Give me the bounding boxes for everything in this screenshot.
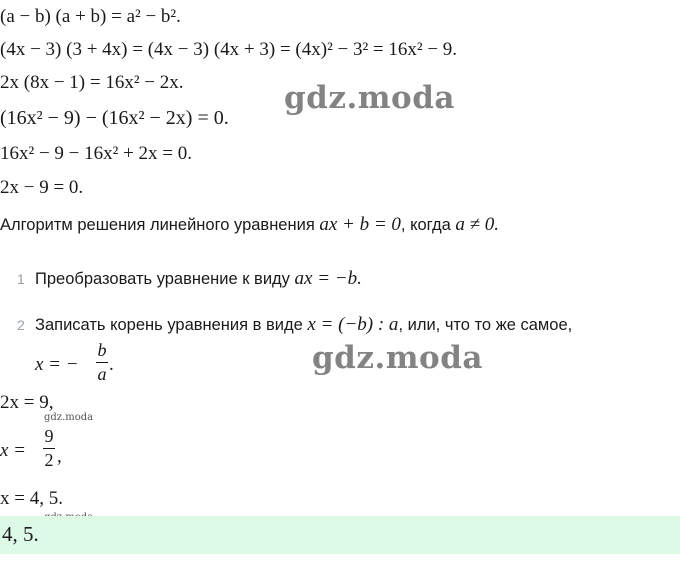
- step-1-number: 1: [17, 271, 25, 287]
- fraction-bar: [96, 362, 108, 363]
- solution-fraction-num: 9: [44, 426, 54, 446]
- step-1-math: ax = −b.: [294, 268, 362, 289]
- solution-fraction: [43, 426, 55, 471]
- step-1-text: Преобразовать уравнение к виду: [35, 270, 295, 288]
- answer-box: [0, 516, 680, 554]
- algorithm-intro-text: Алгоритм решения линейного уравнения: [0, 216, 320, 234]
- watermark-small-1: gdz.moda: [44, 412, 94, 423]
- fraction-bar: [43, 448, 55, 449]
- answer-value: 4, 5.: [2, 522, 39, 546]
- linear-equation-line: 2x − 9 = 0.: [0, 177, 84, 198]
- watermark-top: gdz.moda: [284, 80, 455, 116]
- step-2-math: x = (−b) : a: [307, 314, 399, 335]
- identity-line: (a − b) (a + b) = a² − b².: [0, 6, 181, 27]
- step-2-number: 2: [17, 317, 25, 333]
- step-2-text2: , или, что то же самое,: [398, 316, 573, 334]
- step-2-text: Записать корень уравнения в виде: [35, 316, 308, 334]
- product-line: 2x (8x − 1) = 16x² − 2x.: [0, 72, 184, 93]
- step-2: [35, 314, 572, 336]
- solution-line-2-left: x =: [0, 440, 27, 461]
- solution-line-2-end: ,: [57, 446, 62, 467]
- simplified-line: 16x² − 9 − 16x² + 2x = 0.: [0, 143, 193, 164]
- expansion-line: (4x − 3) (3 + 4x) = (4x − 3) (4x + 3) = (4x)² − 3² = 16x² − 9.: [0, 39, 458, 60]
- solution-fraction-den: 2: [44, 450, 54, 470]
- step-2-fraction: [96, 340, 108, 385]
- step-2-fraction-den: a: [97, 364, 107, 384]
- algorithm-intro-math: ax + b = 0: [319, 214, 401, 235]
- step-2-formula-end: .: [109, 354, 114, 375]
- watermark-middle: gdz.moda: [312, 340, 483, 376]
- step-2-fraction-num: b: [97, 340, 107, 360]
- algorithm-intro-math2: a ≠ 0.: [455, 214, 500, 235]
- algorithm-intro-text2: , когда: [400, 216, 456, 234]
- solution-line-1: 2x = 9,: [0, 392, 54, 413]
- step-2-formula-left: x = −: [35, 354, 79, 375]
- step-1: [35, 268, 362, 290]
- algorithm-intro: [0, 214, 499, 236]
- difference-line: (16x² − 9) − (16x² − 2x) = 0.: [0, 107, 229, 129]
- solution-line-3: x = 4, 5.: [0, 488, 63, 509]
